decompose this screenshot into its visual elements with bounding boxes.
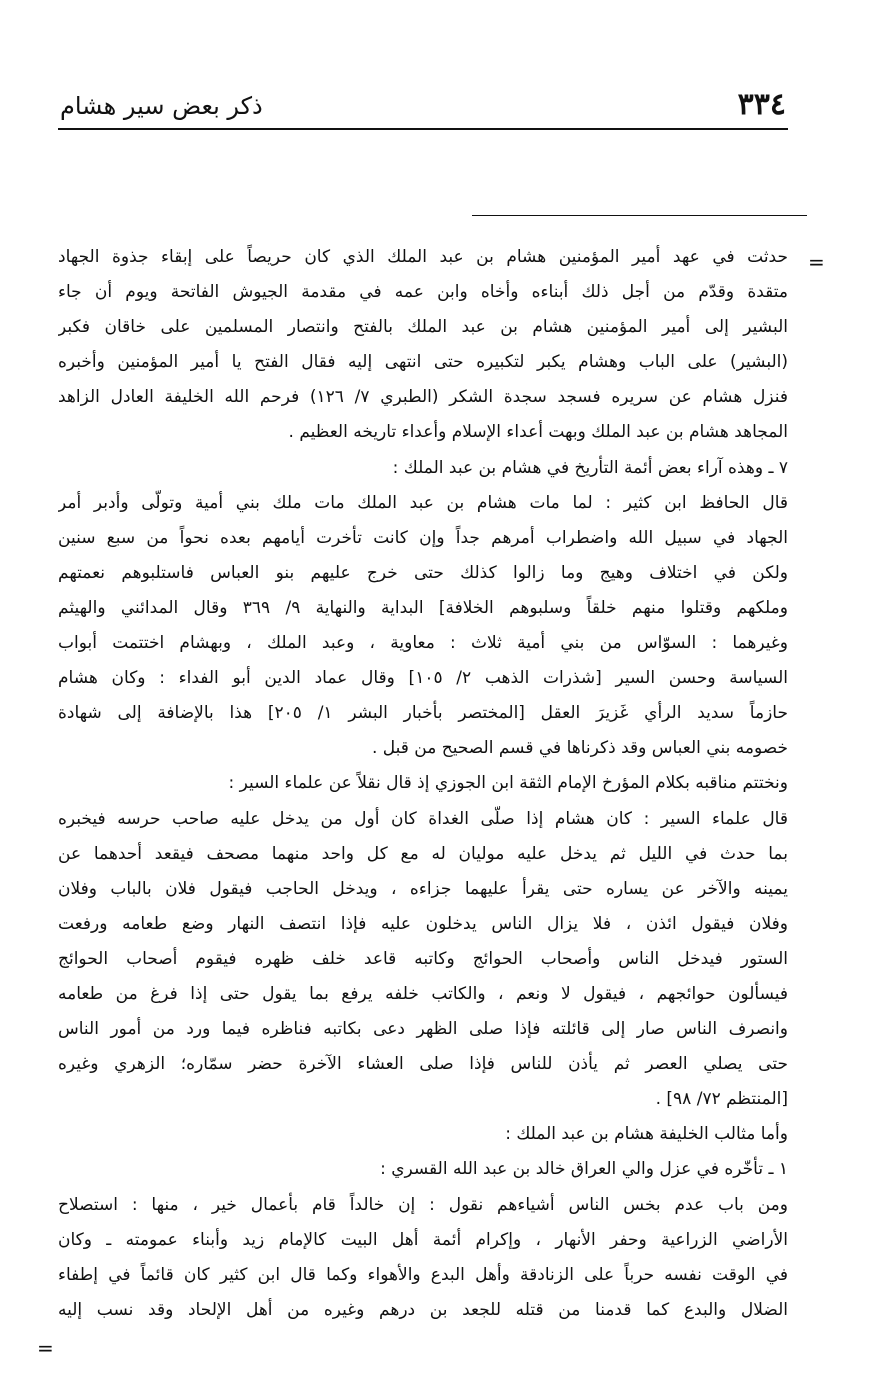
text-line: الأراضي الزراعية وحفر الأنهار ، وإكرام أئمة أهل البيت كالإمام زيد وأبناء عمومته ـ وكان: [58, 1229, 788, 1250]
page-header: [60, 88, 786, 124]
text-line: حدثت في عهد أمير المؤمنين هشام بن عبد الملك الذي كان حريصاً على إبقاء جذوة الجهاد: [58, 247, 788, 267]
text-line: قال الحافظ ابن كثير : لما مات هشام بن عبد الملك مات ملك بني أمية وتولّى وأدبر أمر: [58, 492, 788, 513]
header-rule: [58, 128, 788, 130]
text-line: [المنتظم ٧٢/ ٩٨] .: [655, 1089, 788, 1110]
continuation-mark-top: =: [808, 250, 825, 274]
text-line: الضلال والبدع كما قدمنا من قتله للجعد بن درهم وغيره من أهل الإلحاد وقد نسب إليه: [58, 1299, 788, 1320]
section-divider: [472, 215, 807, 216]
text-line: فيسألون حوائجهم ، فيقول لا ونعم ، والكاتب خلفه يرفع بما يقول حتى إذا فرغ من طعامه: [58, 983, 788, 1004]
text-line: ومن باب عدم بخس الناس أشياءهم نقول : إن خالداً قام بأعمال خير ، منها : استصلاح: [58, 1194, 788, 1215]
text-line: حتى يصلي العصر ثم يأذن للناس فإذا صلى العشاء الآخرة حضر سمّاره؛ الزهري وغيره: [58, 1054, 788, 1075]
text-line: وغيرهما : السوّاس من بني أمية ثلاث : معاوية ، وعبد الملك ، وبهشام اختتمت أبواب: [58, 633, 788, 654]
section-heading: ١ ـ تأخّره في عزل والي العراق خالد بن عبد الله القسري :: [380, 1159, 788, 1180]
text-line: السياسة وحسن السير [شذرات الذهب ٢/ ١٠٥] وقال عماد الدين أبو الفداء : وكان هشام: [58, 668, 788, 689]
section-heading: ٧ ـ وهذه آراء بعض أئمة التأريخ في هشام بن عبد الملك :: [392, 457, 788, 478]
text-line: متقدة وقدّم من أجل ذلك أبناءه وأخاه وابن عمه في مقدمة الجيوش الفاتحة ويوم أن جاء: [58, 282, 788, 303]
text-line: بما حدث في الليل ثم يدخل عليه موليان له مع كل واحد منهما مصحف فيقعد أحدهما عن: [58, 843, 788, 864]
text-line: الستور فيدخل الناس وأصحاب الحوائج وكاتبه قاعد خلف ظهره فيقوم أصحاب الحوائج: [58, 948, 788, 969]
continuation-mark-bottom: =: [37, 1336, 54, 1360]
text-line: خصومه بني العباس وقد ذكرناها في قسم الصحيح من قبل .: [371, 738, 788, 759]
text-line: وملكهم وقتلوا منهم خلقاً وسلبوهم الخلافة] البداية والنهاية ٩/ ٣٦٩ وقال المدائني والهيثم: [58, 597, 788, 618]
text-line: فنزل هشام عن سريره فسجد سجدة الشكر (الطبري ٧/ ١٢٦) فرحم الله الخليفة العادل الزاهد: [58, 387, 788, 408]
text-line: ونختتم مناقبه بكلام المؤرخ الإمام الثقة ابن الجوزي إذ قال نقلاً عن علماء السير :: [228, 773, 788, 794]
running-title: ذكر بعض سير هشام: [60, 92, 263, 120]
body-text: [58, 240, 788, 1328]
text-line: ولكن في اختلاف وهيج وما زالوا كذلك حتى خرج عليهم بنو العباس فاستلبوهم نعمتهم: [58, 562, 788, 583]
text-line: قال علماء السير : كان هشام إذا صلّى الغداة كان أول من يدخل عليه صاحب حرسه فيخبره: [58, 808, 788, 829]
text-line: المجاهد هشام بن عبد الملك وبهت أعداء الإسلام وأعداء تاريخه العظيم .: [288, 422, 788, 443]
text-line: وفلان فيقول ائذن ، فلا يزال الناس يدخلون عليه فإذا انتصف النهار وضع طعامه ورفعت: [58, 913, 788, 934]
text-line: الجهاد في سبيل الله واضطراب أمرهم جداً وإن كانت تأخرت أيامهم بعده نحواً من سبع سنين: [58, 527, 788, 548]
text-line: يمينه والآخر عن يساره حتى يقرأ عليهما جزاءه ، ويدخل الحاجب فيقول فلان بالباب وفلان: [58, 878, 788, 899]
page-number: ٣٣٤: [737, 87, 786, 122]
text-line: البشير إلى أمير المؤمنين هشام بن عبد الملك بالفتح وانتصار المسلمين على خاقان فكبر: [58, 317, 788, 338]
section-heading: وأما مثالب الخليفة هشام بن عبد الملك :: [505, 1124, 788, 1145]
text-line: (البشير) على الباب وهشام يكبر لتكبيره حتى انتهى إليه فقال الفتح يا أمير المؤمنين وأخبره: [58, 352, 788, 373]
text-line: في الوقت نفسه حرباً على الزنادقة وأهل البدع والأهواء وكما قال ابن كثير كان قائماً في إطفاء: [58, 1264, 788, 1285]
text-line: وانصرف الناس صار إلى قائلته فإذا صلى الظهر دعى بكاتبه فناظره فيما ورد من أمور الناس: [58, 1019, 788, 1040]
text-line: حازماً سديد الرأي غَزيرَ العقل [المختصر بأخبار البشر ١/ ٢٠٥] هذا بالإضافة إلى شهادة: [58, 703, 788, 724]
